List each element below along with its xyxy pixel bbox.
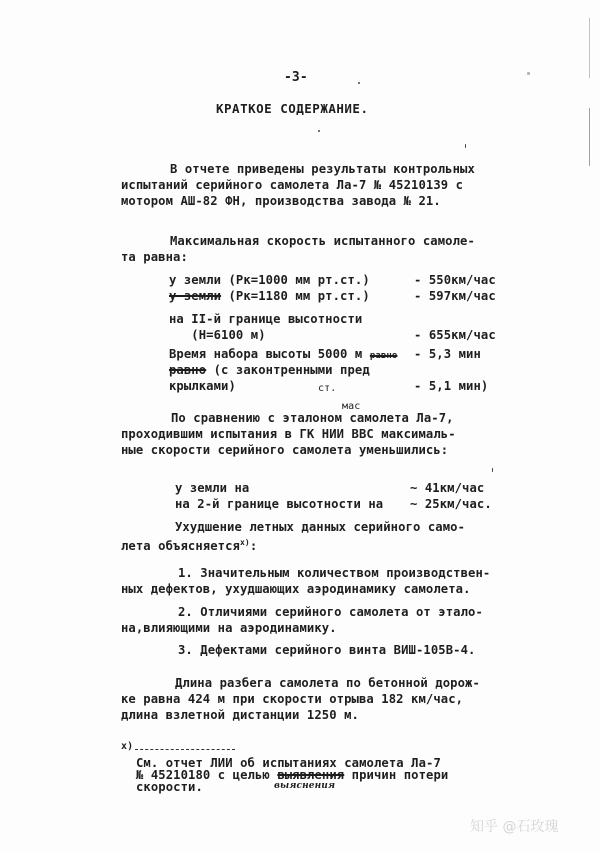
speed-altitude-label: на II-й границе высотности <box>169 312 363 326</box>
climb-value-2: - 5,1 мин) <box>414 379 489 393</box>
scan-speck <box>465 144 466 148</box>
footnote-line-1: См. отчет ЛИИ об испытаниях самолета Ла-7 <box>136 756 441 770</box>
footnote-line-2: № 45210180 с целью выявления причин потери <box>136 768 449 782</box>
speed-loss-ground-label: у земли на <box>175 481 250 495</box>
deterioration-line-1: Ухудшение летных данных серийного само- <box>175 520 466 534</box>
intro-line-2: испытаний серийного самолета Ла-7 № 45210139 с <box>121 178 464 192</box>
takeoff-line-3: длина взлетной дистанции 1250 м. <box>121 708 359 722</box>
scan-speck <box>492 468 493 472</box>
reason-2-line-1: 2. Отличиями серийного самолета от эталo- <box>178 605 483 619</box>
intro-line-3: мотором АШ-82 ФН, производства завода № 21. <box>121 194 441 208</box>
footnote-rule <box>135 749 235 750</box>
climb-line-2: равно (с законтренными пред <box>169 363 370 377</box>
footnote-marker: x) <box>121 741 134 752</box>
speed-altitude-value: - 655км/час <box>414 328 496 342</box>
document-title: КРАТКОЕ СОДЕРЖАНИЕ. <box>216 101 369 116</box>
reason-1-line-1: 1. Значительным количеством производствен- <box>178 566 491 580</box>
page-number: -3- <box>284 70 308 85</box>
intro-line-1: В отчете приведены результаты контрольных <box>170 162 475 176</box>
climb-line-3: крылками) <box>169 379 236 393</box>
handwritten-insert: ст. <box>318 383 337 394</box>
speed-boost-value: - 597км/час <box>414 289 496 303</box>
scan-edge-line <box>589 18 590 78</box>
comparison-line-3: ные скорости серийного самолета уменьшились: <box>121 443 449 457</box>
speed-boost-label: у земли (Рк=1180 мм рт.ст.) <box>169 289 370 303</box>
watermark: 知乎 @石玫瑰 <box>470 819 559 835</box>
max-speed-intro-line-1: Максимальная скорость испытанного самоле- <box>170 234 475 248</box>
struck-text: равно <box>169 363 207 377</box>
takeoff-line-2: ке равна 424 м при скорости отрыва 182 км/час, <box>121 692 464 706</box>
speed-loss-altitude-label: на 2-й границе высотности на <box>175 497 384 511</box>
footnote-marker: x) <box>240 538 250 547</box>
speed-loss-altitude-value: ~ 25км/час. <box>410 497 492 511</box>
climb-value-1: - 5,3 мин <box>414 347 481 361</box>
struck-text: выявления <box>277 768 345 782</box>
struck-text: у земли <box>169 289 222 303</box>
speed-altitude-height: (Н=6100 м) <box>169 328 266 342</box>
struck-text: равно <box>369 351 398 361</box>
max-speed-intro-line-2: та равна: <box>121 250 188 264</box>
scan-speck <box>358 82 360 84</box>
handwritten-insert: мас <box>342 401 361 412</box>
deterioration-line-2: лета объясняется$^{x)}$: <box>121 538 258 554</box>
climb-line-1: Время набора высоты 5000 м равно <box>169 347 398 361</box>
comparison-line-1: По сравнению с эталоном самолета Ла-7, <box>171 411 454 425</box>
speed-loss-ground-value: ~ 41км/час <box>410 481 485 495</box>
reason-3: 3. Дефектами серийного винта ВИШ-105В-4. <box>178 643 476 657</box>
footnote-line-3: скорости. <box>136 780 203 794</box>
scan-speck <box>318 130 320 132</box>
scan-speck <box>527 72 530 75</box>
comparison-line-2: проходившим испытания в ГК НИИ ВВС максималь- <box>121 427 456 441</box>
speed-ground-label: у земли (Рк=1000 мм рт.ст.) <box>169 273 370 287</box>
handwritten-correction: выяснения <box>274 781 336 791</box>
reason-1-line-2: ных дефектов, ухудшающих аэродинамику самолета. <box>121 582 471 596</box>
scan-edge-line <box>589 108 590 166</box>
reason-2-line-2: на,влияющими на аэродинамику. <box>121 621 337 635</box>
takeoff-line-1: Длина разбега самолета по бетонной дорож- <box>175 676 480 690</box>
speed-ground-value: - 550км/час <box>414 273 496 287</box>
